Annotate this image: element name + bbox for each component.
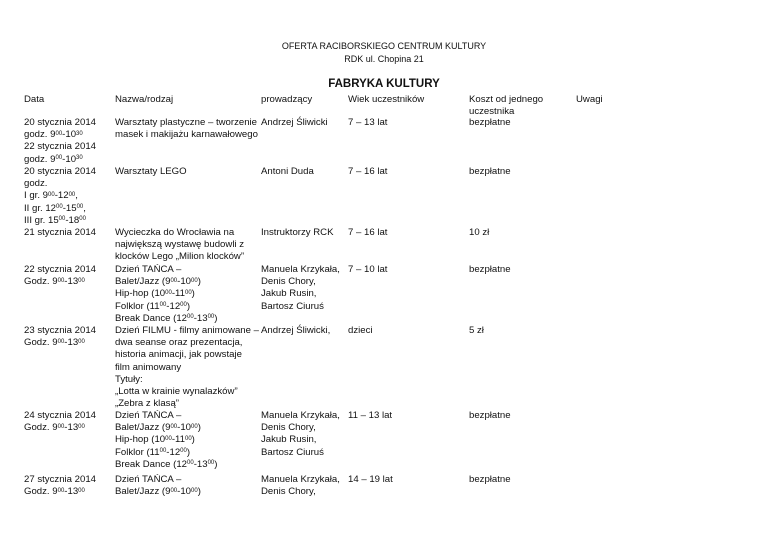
- event-date: [24, 474, 96, 498]
- event-name-line: Wycieczka do Wrocławia na: [115, 227, 235, 238]
- event-name: [115, 166, 187, 178]
- event-name-line: Dzień FILMU - filmy animowane –: [115, 325, 259, 336]
- column-header-cost: [469, 94, 543, 118]
- event-date: [24, 117, 96, 166]
- event-date: [24, 264, 96, 288]
- event-cost-line: bezpłatne: [469, 474, 511, 485]
- event-name-line: Break Dance $(12^{00}-13^{00})$: [115, 312, 218, 324]
- event-age-line: 7 – 16 lat: [348, 166, 388, 177]
- column-header-host: prowadzący: [261, 94, 313, 105]
- event-cost-line: bezpłatne: [469, 117, 511, 128]
- event-date-line: I gr. $9^{00}-12^{00}$,: [24, 190, 78, 202]
- event-host-line: Instruktorzy RCK: [261, 227, 334, 238]
- column-header-age: Wiek uczestników: [348, 94, 425, 105]
- event-host: [261, 410, 340, 459]
- column-header-cost-line: Koszt od jednego: [469, 94, 544, 105]
- event-age: [348, 410, 392, 422]
- event-name-line: dwa seanse oraz prezentacja,: [115, 337, 243, 349]
- event-host-line: Bartosz Ciuruś: [261, 446, 324, 458]
- event-host: [261, 227, 334, 239]
- page-title: FABRYKA KULTURY: [328, 78, 440, 90]
- event-date-line: Godz. $9^{00}-13^{00}$: [24, 276, 85, 288]
- event-date-line: Godz. $9^{00}-13^{00}$: [24, 486, 85, 498]
- event-age: [348, 117, 387, 129]
- header-address: RDK ul. Chopina 21: [344, 54, 424, 64]
- event-name-line: Balet/Jazz $(9^{00}-10^{00})$: [115, 422, 201, 434]
- event-date: [24, 166, 96, 227]
- column-header-date: Data: [24, 94, 45, 105]
- event-date-line: 22 stycznia 2014: [24, 264, 96, 275]
- event-name: [115, 325, 259, 410]
- event-name-line: Tytuły:: [115, 373, 143, 385]
- event-date-line: 23 stycznia 2014: [24, 325, 96, 336]
- event-host-line: Jakub Rusin,: [261, 288, 317, 300]
- event-date-line: 22 stycznia 2014: [24, 141, 96, 153]
- event-date: [24, 227, 96, 239]
- event-host: [261, 474, 340, 498]
- event-cost-line: bezpłatne: [469, 166, 511, 177]
- event-cost: [469, 264, 511, 276]
- event-host-line: Bartosz Ciuruś: [261, 300, 324, 312]
- column-header-cost-line: uczestnika: [469, 106, 515, 118]
- event-host: [261, 117, 328, 129]
- event-host-line: Manuela Krzykała,: [261, 264, 340, 275]
- event-host-line: Denis Chory,: [261, 422, 316, 434]
- event-age: [348, 474, 393, 486]
- header-organization: OFERTA RACIBORSKIEGO CENTRUM KULTURY: [281, 41, 487, 51]
- event-host-line: Denis Chory,: [261, 486, 316, 498]
- event-cost: [469, 227, 489, 239]
- event-date-line: 21 stycznia 2014: [24, 227, 96, 238]
- event-date-line: godz.: [24, 178, 48, 190]
- event-cost: [469, 166, 511, 178]
- event-name-line: Warsztaty plastyczne – tworzenie: [115, 117, 258, 128]
- column-header-name: Nazwa/rodzaj: [115, 94, 174, 105]
- event-host-line: Denis Chory,: [261, 276, 316, 288]
- event-host-line: Andrzej Śliwicki,: [261, 325, 331, 336]
- event-name: [115, 410, 217, 471]
- event-host-line: Jakub Rusin,: [261, 434, 317, 446]
- event-cost-line: 10 zł: [469, 227, 490, 238]
- event-name-line: Hip-hop $(10^{00}-11^{00})$: [115, 288, 195, 300]
- event-name: [115, 117, 258, 141]
- event-cost: [469, 474, 511, 486]
- event-age-line: 11 – 13 lat: [348, 410, 393, 421]
- event-name-line: film animowany: [115, 361, 182, 373]
- event-name-line: największą wystawę budowli z: [115, 239, 245, 251]
- event-host: [261, 264, 340, 313]
- event-age-line: 7 – 16 lat: [348, 227, 388, 238]
- event-date-line: Godz. $9^{00}-13^{00}$: [24, 337, 85, 349]
- event-date-line: godz. $9^{00}-10^{30}$: [24, 153, 83, 165]
- event-cost-line: bezpłatne: [469, 410, 511, 421]
- event-age: [348, 227, 387, 239]
- event-cost-line: 5 zł: [469, 325, 484, 336]
- event-name-line: Folklor $(11^{00}-12^{00})$: [115, 446, 191, 458]
- event-date-line: godz. $9^{00}-10^{30}$: [24, 129, 83, 141]
- event-age-line: 14 – 19 lat: [348, 474, 393, 485]
- column-header-notes: Uwagi: [576, 94, 603, 105]
- event-name-line: Warsztaty LEGO: [115, 166, 187, 177]
- event-host: [261, 166, 314, 178]
- event-name: [115, 264, 217, 325]
- event-name-line: Balet/Jazz $(9^{00}-10^{00})$: [115, 276, 201, 288]
- event-name-line: Dzień TAŃCA –: [115, 410, 182, 421]
- event-name-line: „Zebra z klasą”: [115, 398, 179, 410]
- event-date-line: II gr. $12^{00}-15^{00}$,: [24, 202, 86, 214]
- event-cost: [469, 117, 511, 129]
- event-cost: [469, 325, 484, 337]
- event-date-line: 20 stycznia 2014: [24, 166, 96, 177]
- event-name: [115, 227, 244, 264]
- event-age-line: 7 – 13 lat: [348, 117, 388, 128]
- event-name-line: Break Dance $(12^{00}-13^{00})$: [115, 458, 218, 470]
- event-name-line: Folklor $(11^{00}-12^{00})$: [115, 300, 191, 312]
- event-age: [348, 264, 387, 276]
- event-date: [24, 410, 96, 434]
- event-age-line: dzieci: [348, 325, 373, 336]
- event-date-line: 27 stycznia 2014: [24, 474, 96, 485]
- event-name-line: historia animacji, jak powstaje: [115, 349, 242, 361]
- event-date-line: 20 stycznia 2014: [24, 117, 96, 128]
- event-cost: [469, 410, 511, 422]
- event-host: [261, 325, 330, 337]
- event-name-line: klocków Lego „Milion klocków”: [115, 251, 245, 263]
- event-host-line: Andrzej Śliwicki: [261, 117, 328, 128]
- event-age: [348, 325, 373, 337]
- event-name-line: Dzień TAŃCA –: [115, 264, 182, 275]
- event-name: [115, 474, 201, 498]
- event-name-line: Hip-hop $(10^{00}-11^{00})$: [115, 434, 195, 446]
- event-date-line: III gr. $15^{00}-18^{00}$: [24, 214, 86, 226]
- event-date-line: 24 stycznia 2014: [24, 410, 96, 421]
- event-name-line: masek i makijażu karnawałowego: [115, 129, 258, 141]
- event-date: [24, 325, 96, 349]
- event-host-line: Manuela Krzykała,: [261, 474, 340, 485]
- event-name-line: Balet/Jazz $(9^{00}-10^{00})$: [115, 486, 201, 498]
- event-name-line: Dzień TAŃCA –: [115, 474, 182, 485]
- event-name-line: „Lotta w krainie wynalazków”: [115, 386, 238, 398]
- event-host-line: Antoni Duda: [261, 166, 314, 177]
- event-age: [348, 166, 387, 178]
- event-cost-line: bezpłatne: [469, 264, 511, 275]
- event-date-line: Godz. $9^{00}-13^{00}$: [24, 422, 85, 434]
- event-age-line: 7 – 10 lat: [348, 264, 388, 275]
- event-host-line: Manuela Krzykała,: [261, 410, 340, 421]
